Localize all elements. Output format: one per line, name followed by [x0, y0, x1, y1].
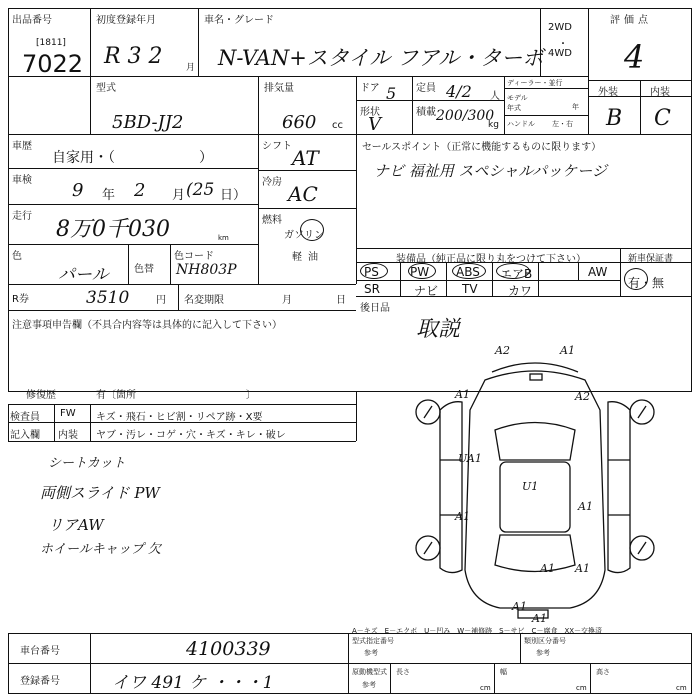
lot-number: 7022	[22, 50, 84, 78]
remark-2: 両側スライド PW	[40, 484, 160, 502]
inspection-label: 車検	[12, 175, 32, 186]
damage-mark: A1	[560, 344, 575, 357]
name-change-label: 名変期限	[184, 295, 224, 306]
lot-label: 出品番号	[12, 15, 52, 26]
reg-label: 初度登録年月	[96, 15, 156, 26]
length-unit: cm	[480, 684, 491, 692]
damage-mark: A2	[495, 344, 510, 357]
name-change-month: 月	[282, 295, 292, 306]
color-code-value: NH803P	[176, 262, 237, 278]
model-value: 5BD-JJ2	[112, 112, 184, 133]
damage-mark: A1	[512, 600, 527, 613]
remark-3: リアAW	[48, 516, 104, 534]
inspector-inner-items: ヤブ・汚レ・コゲ・穴・キズ・キレ・破レ	[96, 430, 286, 441]
lot-sub: [1811]	[36, 38, 66, 48]
shift-value: AT	[292, 146, 319, 170]
class-label-2: 参考	[536, 649, 550, 657]
capacity-unit: 人	[490, 91, 500, 102]
equipment-circle	[408, 263, 436, 279]
drive-dot: ・	[558, 39, 568, 50]
plate-value: イワ 491 ケ ・・・1	[112, 673, 274, 693]
ac-label: 冷房	[262, 177, 282, 188]
r-tax-unit: 円	[156, 295, 166, 306]
chassis-label: 車台番号	[20, 646, 60, 657]
cert-label-1: 原動機型式	[352, 668, 387, 676]
shift-label: シフト	[262, 141, 292, 152]
inspect-label-1: 型式指定番号	[352, 637, 394, 645]
equipment-label: 装備品（純正品に限り丸をつけて下さい）	[396, 254, 586, 265]
damage-mark: UA1	[458, 452, 482, 465]
displacement-value: 660	[282, 112, 317, 133]
after-label: 後日品	[360, 303, 390, 314]
equipment-circle	[360, 263, 388, 279]
color-code-label: 色コード	[174, 251, 214, 262]
fuel-label: 燃料	[262, 215, 282, 226]
damage-mark: A1	[455, 510, 470, 523]
damage-mark: A1	[532, 612, 547, 625]
doors-label: ドア	[360, 83, 380, 94]
interior-label: 内装	[650, 87, 670, 98]
length-label: 長さ	[396, 668, 410, 676]
fuel-gas: ガソリン	[284, 230, 324, 241]
load-label: 積載	[416, 107, 436, 118]
color-change-label: 色替	[134, 264, 154, 275]
damage-legend: A－キズ E－エクボ U－凹み W－補修跡 S－サビ C－腐食 XX－交換済	[352, 627, 603, 635]
doors-value: 5	[386, 84, 397, 103]
equipment-item: SR	[364, 282, 380, 296]
class-label-1: 類別区分番号	[524, 637, 566, 645]
inspection-year-unit: 年	[102, 188, 116, 203]
handle-options: 左・右	[552, 120, 573, 128]
handle-label: ハンドル	[507, 120, 535, 128]
model-year-label2: 年式	[507, 104, 521, 112]
inspection-day: (25	[186, 180, 215, 200]
inspector-fw-items: キズ・飛石・ヒビ割・リペア跡・X要	[96, 412, 263, 423]
height-label: 高さ	[596, 668, 610, 676]
repair-value: 有〔箇所 〕	[96, 390, 256, 401]
repair-label: 修復歴	[26, 390, 56, 401]
load-value: 200/300	[436, 108, 495, 124]
reg-value: R 3 2	[104, 44, 163, 69]
damage-mark: A1	[578, 500, 593, 513]
name-value: N-VAN+スタイル フアル・ターボ	[218, 46, 544, 70]
damage-mark: A2	[575, 390, 590, 403]
width-label: 幅	[500, 668, 507, 676]
car-diagram	[400, 340, 670, 630]
exterior-value: B	[606, 106, 623, 131]
displacement-label: 排気量	[264, 83, 294, 94]
r-tax-value: 3510	[86, 288, 130, 308]
drive-2wd: 2WD	[548, 22, 572, 33]
width-unit: cm	[576, 684, 587, 692]
use-label: 車歴	[12, 141, 32, 152]
inspection-month-unit: 月	[172, 188, 186, 203]
inspect-label-2: 参考	[364, 649, 378, 657]
after-value: 取説	[416, 317, 461, 342]
mileage-unit: km	[218, 234, 229, 242]
notes-label: 注意事項申告欄（不具合内容等は具体的に記入して下さい）	[12, 320, 282, 331]
displacement-unit: cc	[332, 120, 343, 131]
load-unit: kg	[488, 120, 499, 130]
remark-1: シートカット	[48, 456, 126, 471]
warranty-label: 新車保証書	[628, 254, 674, 264]
damage-mark: A1	[455, 388, 470, 401]
equipment-item: ナビ	[414, 284, 439, 298]
name-change-day: 日	[336, 295, 346, 306]
inspector-label-2: 記入欄	[10, 430, 40, 441]
damage-mark: A1	[575, 562, 590, 575]
inspection-value: 9	[72, 180, 84, 201]
equipment-circle	[496, 263, 530, 279]
equipment-item: PW	[410, 265, 430, 279]
equipment-item: カワ	[508, 284, 533, 298]
inspection-month: 2	[134, 180, 146, 201]
equipment-item: PS	[364, 265, 379, 279]
plate-label: 登録番号	[20, 676, 60, 687]
mileage-label: 走行	[12, 211, 32, 222]
r-tax-label: R券	[12, 294, 29, 305]
warranty-circle	[624, 268, 648, 290]
exterior-label: 外装	[598, 87, 618, 98]
selling-label: セールスポイント（正常に機能するものに限ります）	[362, 142, 602, 153]
damage-mark: A1	[540, 562, 555, 575]
cert-label-2: 参考	[362, 681, 376, 689]
reg-month-unit: 月	[186, 63, 196, 73]
equipment-item: ABS	[456, 265, 480, 279]
chassis-value: 4100339	[186, 638, 271, 660]
equipment-item: TV	[462, 282, 478, 296]
shape-label: 形状	[360, 107, 380, 118]
capacity-value: 4/2	[446, 82, 472, 101]
inspection-day-unit: 日）	[220, 188, 247, 203]
selling-value: ナビ 福祉用 スペシャルパッケージ	[374, 162, 607, 180]
inspector-inner: 内装	[58, 430, 78, 441]
shape-value: V	[368, 114, 381, 135]
color-value: パール	[58, 265, 109, 285]
remark-4: ホイールキャップ 欠	[40, 542, 161, 557]
inspector-label-1: 検査員	[10, 412, 40, 423]
model-year-label1: モデル	[507, 94, 528, 102]
drive-4wd: 4WD	[548, 48, 572, 59]
warranty-value: 有・無	[628, 276, 665, 290]
dealer-label: ディーラー・並行	[507, 79, 563, 87]
fuel-diesel: 軽油	[292, 252, 324, 263]
inspector-fw: FW	[60, 408, 76, 419]
damage-mark: U1	[522, 480, 539, 493]
equipment-item: AW	[588, 265, 608, 279]
model-label: 型式	[96, 83, 116, 94]
eval-score: 4	[624, 38, 645, 76]
name-label: 車名・グレード	[204, 15, 274, 26]
use-value: 自家用・（ ）	[52, 150, 213, 166]
capacity-label: 定員	[416, 83, 436, 94]
model-year-unit: 年	[572, 103, 579, 111]
fuel-gas-circle	[300, 219, 324, 241]
color-label: 色	[12, 251, 22, 262]
ac-value: AC	[288, 182, 318, 206]
equipment-circle	[452, 263, 486, 279]
mileage-value: 8万0千030	[56, 217, 170, 242]
eval-label: 評価点	[610, 15, 652, 26]
interior-value: C	[654, 106, 671, 131]
height-unit: cm	[676, 684, 687, 692]
equipment-item: エアB	[500, 267, 533, 281]
